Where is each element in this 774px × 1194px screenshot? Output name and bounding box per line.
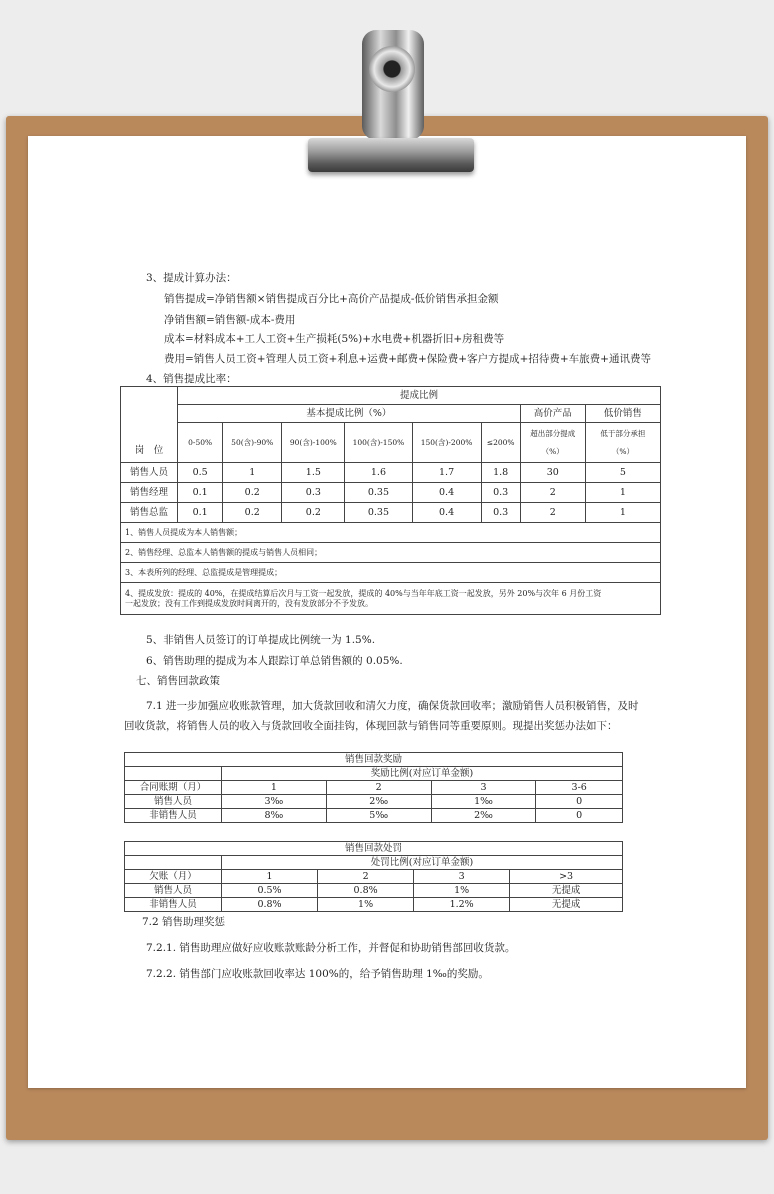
basic-rate-header: 基本提成比例（%） xyxy=(178,405,521,423)
table-note: 4、提成发放：提成的 40%，在提成结算后次月与工资一起发放，提成的 40%与当年年底工资一起发放，另外 20%与次年 6 月份工资 一起发放；没有工作到提成发放时间离开的，没有发放部分不予发放。 xyxy=(121,583,661,615)
table-row: 非销售人员 8‰ 5‰ 2‰ 0 xyxy=(125,809,623,823)
penalty-title: 销售回款处罚 xyxy=(125,842,623,856)
high-price-sub: 超出部分提成 （%） xyxy=(520,423,585,463)
line-6: 6、销售助理的提成为本人跟踪订单总销售额的 0.05%. xyxy=(146,655,403,667)
penalty-row-label: 欠账（月） xyxy=(125,870,222,884)
post-header: 岗 位 xyxy=(121,387,178,463)
table-row: 销售人员 3‰ 2‰ 1‰ 0 xyxy=(125,795,623,809)
formula-line: 销售提成=净销售额×销售提成百分比+高价产品提成-低价销售承担金额 xyxy=(164,293,499,305)
reward-subtitle: 奖励比例(对应订单金额) xyxy=(222,767,623,781)
table-note: 3、本表所列的经理、总监提成是管理提成； xyxy=(121,563,661,583)
paragraph-7-1: 7.1 进一步加强应收账款管理，加大货款回收和清欠力度，确保货款回收率；激励销售人员积极销售，及时 xyxy=(146,700,639,712)
formula-line: 成本=材料成本+工人工资+生产损耗(5%)+水电费+机器折旧+房租费等 xyxy=(164,333,505,345)
table-note: 2、销售经理、总监本人销售额的提成与销售人员相同； xyxy=(121,543,661,563)
table-row: 销售人员 0.5% 0.8% 1% 无提成 xyxy=(125,884,623,898)
table-row: 销售经理 0.1 0.2 0.3 0.35 0.4 0.3 2 1 xyxy=(121,483,661,503)
paragraph-7-2-2: 7.2.2. 销售部门应收账款回收率达 100%的，给予销售助理 1‰的奖励。 xyxy=(146,968,489,980)
section-7-title: 七、销售回款政策 xyxy=(136,675,220,687)
reward-table: 销售回款奖励 奖励比例(对应订单金额) 合同账期（月） 1 2 3 3-6 销售人员 3‰ 2‰ 1‰ 0 非销售人员 8‰ 5‰ 2‰ 0 xyxy=(124,752,623,823)
section-4-title: 4、销售提成比率： xyxy=(146,373,237,385)
range-header: 50(含)-90% xyxy=(223,423,282,463)
paragraph-7-2-1: 7.2.1. 销售助理应做好应收账款账龄分析工作，并督促和协助销售部回收货款。 xyxy=(146,942,516,954)
reward-row-label: 合同账期（月） xyxy=(125,781,222,795)
table-note: 1、销售人员提成为本人销售额； xyxy=(121,523,661,543)
low-price-header: 低价销售 xyxy=(585,405,660,423)
table-row: 非销售人员 0.8% 1% 1.2% 无提成 xyxy=(125,898,623,912)
formula-line: 费用=销售人员工资+管理人员工资+利息+运费+邮费+保险费+客户方提成+招待费+车旅费+通讯费等 xyxy=(164,353,651,365)
range-header: 150(含)-200% xyxy=(412,423,481,463)
range-header: 100(含)-150% xyxy=(345,423,412,463)
penalty-table: 销售回款处罚 处罚比例(对应订单金额) 欠账（月） 1 2 3 >3 销售人员 0.5% 0.8% 1% 无提成 非销售人员 0.8% 1% 1.2% 无提成 xyxy=(124,841,623,912)
paragraph-7-1-cont: 回收货款，将销售人员的收入与货款回收全面挂钩，体现回款与销售同等重要原则。现提出奖惩办法如下： xyxy=(124,720,618,732)
range-header: 0-50% xyxy=(178,423,223,463)
table-row: 销售人员 0.5 1 1.5 1.6 1.7 1.8 30 5 xyxy=(121,463,661,483)
low-price-sub: 低于部分承担 （%） xyxy=(585,423,660,463)
rate-top-header: 提成比例 xyxy=(178,387,661,405)
high-price-header: 高价产品 xyxy=(520,405,585,423)
section-7-2-title: 7.2 销售助理奖惩 xyxy=(142,916,226,928)
range-header: 90(含)-100% xyxy=(282,423,345,463)
reward-title: 销售回款奖励 xyxy=(125,753,623,767)
section-3-title: 3、提成计算办法： xyxy=(146,272,237,284)
line-5: 5、非销售人员签订的订单提成比例统一为 1.5%. xyxy=(146,634,376,646)
penalty-subtitle: 处罚比例(对应订单金额) xyxy=(222,856,623,870)
clip-ring-icon xyxy=(369,46,415,92)
clip-bar-icon xyxy=(308,138,474,172)
commission-rate-table xyxy=(120,386,661,615)
table-row: 销售总监 0.1 0.2 0.2 0.35 0.4 0.3 2 1 xyxy=(121,503,661,523)
range-header: ≤200% xyxy=(481,423,520,463)
formula-line: 净销售额=销售额-成本-费用 xyxy=(164,314,296,326)
